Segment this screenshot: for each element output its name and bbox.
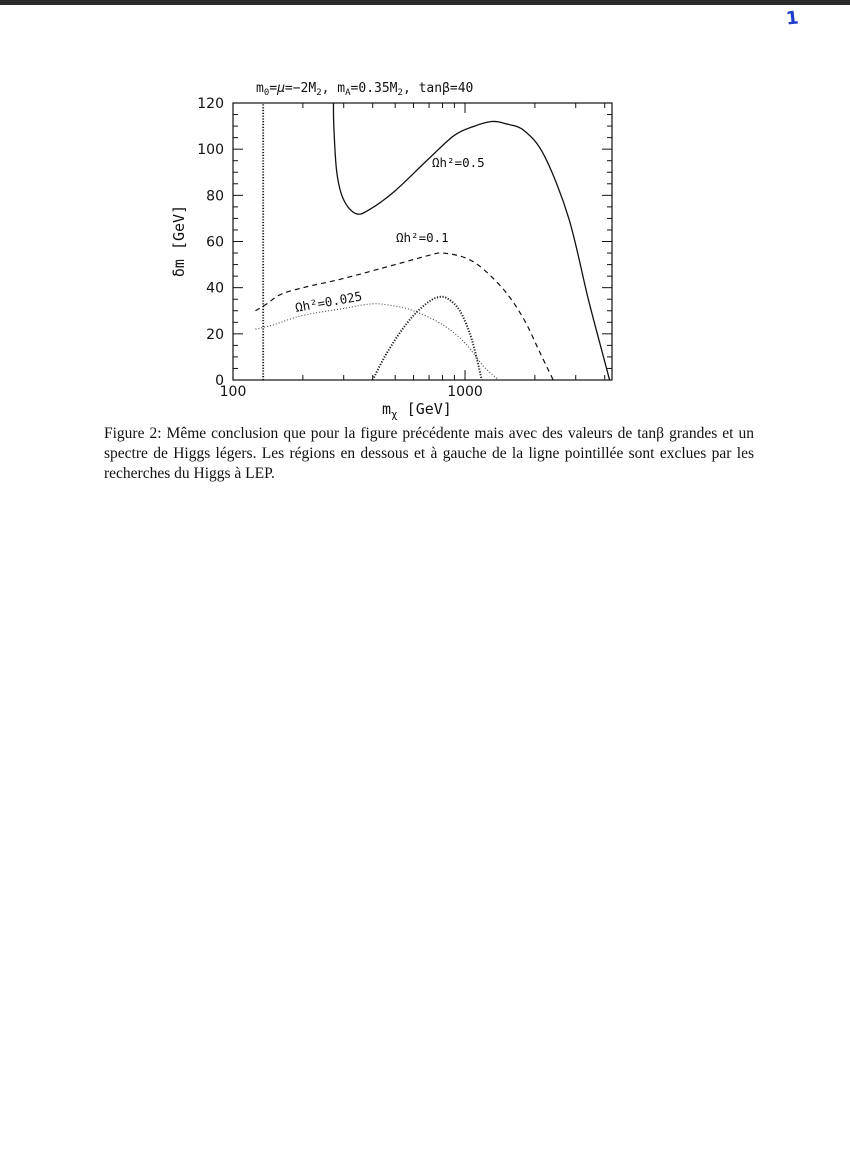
y-tick-label: 60: [206, 234, 224, 251]
x-tick-label: 100: [219, 384, 247, 400]
y-tick-label: 80: [206, 188, 224, 205]
series-line-1: [256, 253, 554, 380]
curve-label-0.025: Ωh²=0.025: [293, 288, 364, 315]
plot-title: $m_0=\mu=-2M_2$, $m_A=0.35M_2$, tanβ=40: [256, 81, 474, 98]
page-number: 1: [784, 7, 800, 30]
axis-tick-labels: [197, 96, 483, 400]
figure-plot: [0, 0, 850, 420]
curve-label-0.1: Ωh²=0.1: [396, 230, 449, 245]
x-axis-label: $m_\chi$ [GeV]: [382, 400, 452, 420]
series-line-0: [333, 103, 609, 380]
y-axis-label: δm [GeV]: [170, 204, 188, 278]
y-tick-label: 20: [206, 326, 224, 343]
series-line-2: [256, 304, 499, 380]
series-line-3: [373, 297, 482, 380]
figure-caption: Figure 2: Même conclusion que pour la figure précédente mais avec des valeurs de tanβ grandes et un spectre de Higgs légers. Les régions en dessous et à gauche de la ligne pointillée sont exclues par les recherches du Higgs à LEP.: [104, 425, 754, 482]
y-tick-label: 120: [197, 96, 224, 112]
y-tick-label: 100: [197, 142, 224, 159]
curve-label-0.5: Ωh²=0.5: [432, 155, 485, 170]
y-tick-label: 0: [215, 373, 224, 389]
y-tick-label: 40: [206, 280, 224, 297]
x-tick-label: 1000: [447, 384, 483, 400]
